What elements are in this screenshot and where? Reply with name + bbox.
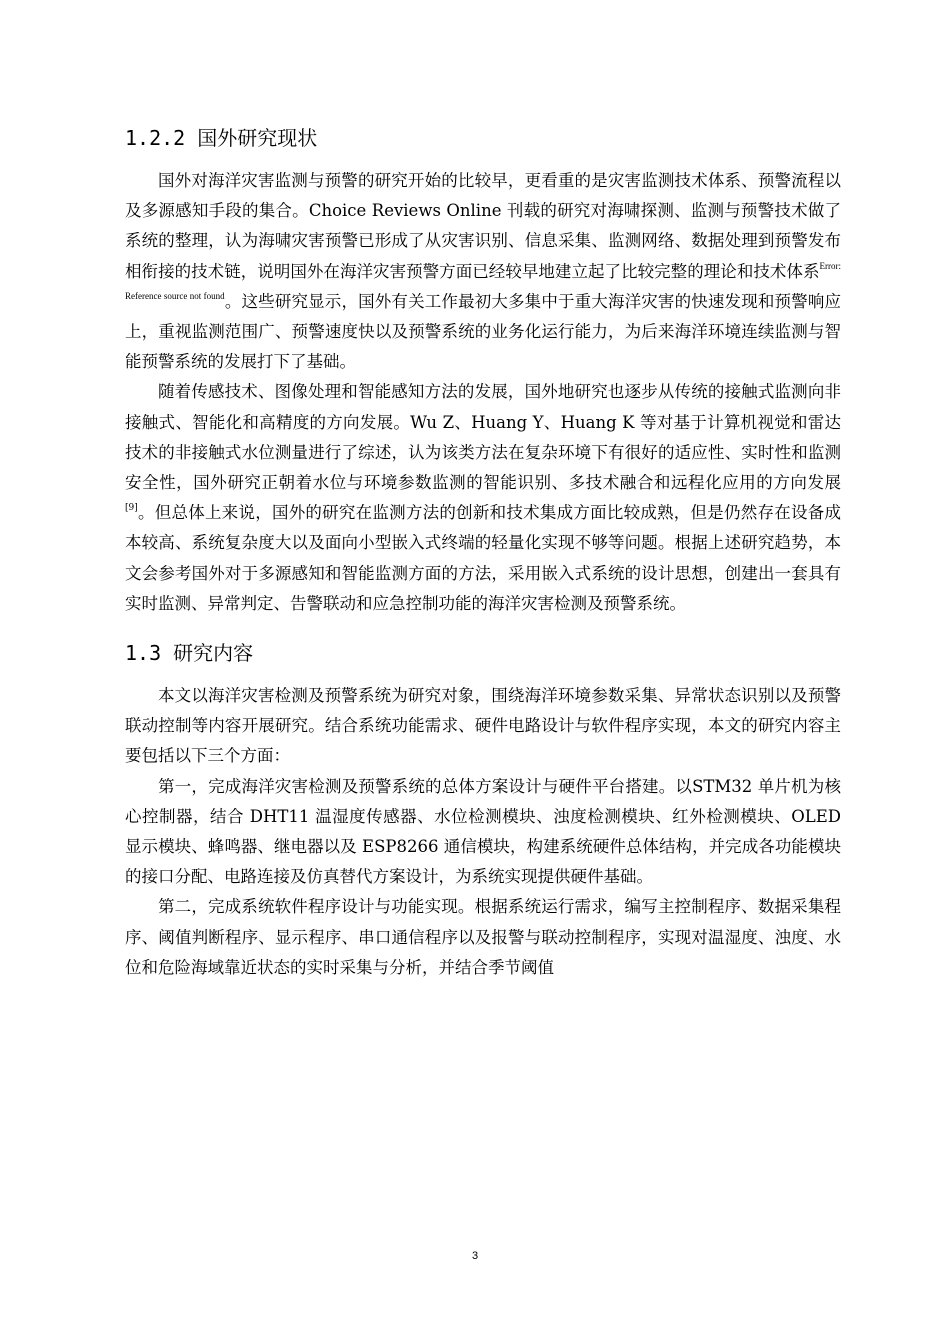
citation-reference: [9]: [125, 503, 138, 514]
paragraph: 第一，完成海洋灾害检测及预警系统的总体方案设计与硬件平台搭建。以STM32 单片机为核心控制器，结合 DHT11 温湿度传感器、水位检测模块、浊度检测模块、红外检测模块、OLED 显示模块、蜂鸣器、继电器以及 ESP8266 通信模块，构建系统硬件总体结构，并完成各功能模块的接口分配、电路连接及仿真替代方案设计，为系统实现提供硬件基础。: [125, 776, 841, 887]
paragraph: [125, 377, 841, 619]
paragraph: 本文以海洋灾害检测及预警系统为研究对象，围绕海洋环境参数采集、异常状态识别以及预警联动控制等内容开展研究。结合系统功能需求、硬件电路设计与软件程序实现，本文的研究内容主要包括以下三个方面：: [125, 686, 841, 766]
paragraph-text: 。这些研究显示，国外有关工作最初大多集中于重大海洋灾害的快速发现和预警响应上，重视监测范围广、预警速度快以及预警系统的业务化运行能力，为后来海洋环境连续监测与智能预警系统的发展打下了基础。: [125, 291, 841, 372]
page-number: 3: [471, 1250, 479, 1262]
paragraph-text: 。但总体上来说，国外的研究在监测方法的创新和技术集成方面比较成熟，但是仍然存在设备成本较高、系统复杂度大以及面向小型嵌入式终端的轻量化实现不够等问题。根据上述研究趋势，本文会参考国外对于多源感知和智能监测方面的方法，采用嵌入式系统的设计思想，创建出一套具有实时监测、异常判定、告警联动和应急控制功能的海洋灾害检测及预警系统。: [125, 503, 841, 613]
section-heading-1-2-2: 1.2.2 国外研究现状: [125, 126, 318, 150]
section-heading-1-3: 1.3 研究内容: [125, 641, 254, 666]
paragraph: 第二，完成系统软件程序设计与功能实现。根据系统运行需求，编写主控制程序、数据采集程序、阈值判断程序、显示程序、串口通信程序以及报警与联动控制程序，实现对温湿度、浊度、水位和危险海域靠近状态的实时采集与分析，并结合季节阈值: [125, 897, 841, 977]
citation-reference: Error: Reference source not found: [125, 260, 841, 301]
paragraph: [125, 166, 841, 377]
page-content: [125, 118, 841, 983]
paragraph-text: 随着传感技术、图像处理和智能感知方法的发展，国外地研究也逐步从传统的接触式监测向非接触式、智能化和高精度的方向发展。Wu Z、Huang Y、Huang K 等对基于计算机视觉和雷达技术的非接触式水位测量进行了综述，认为该类方法在复杂环境下有很好的适应性、实时性和监测安全性，国外研究正朝着水位与环境参数监测的智能识别、多技术融合和远程化应用的方向发展: [125, 382, 841, 493]
paragraph-text: 国外对海洋灾害监测与预警的研究开始的比较早，更看重的是灾害监测技术体系、预警流程以及多源感知手段的集合。Choice Reviews Online 刊载的研究对海啸探测、监测与预警技术做了系统的整理，认为海啸灾害预警已形成了从灾害识别、信息采集、监测网络、数据处理到预警发布相衔接的技术链，说明国外在海洋灾害预警方面已经较早地建立起了比较完整的理论和技术体系: [125, 171, 841, 281]
